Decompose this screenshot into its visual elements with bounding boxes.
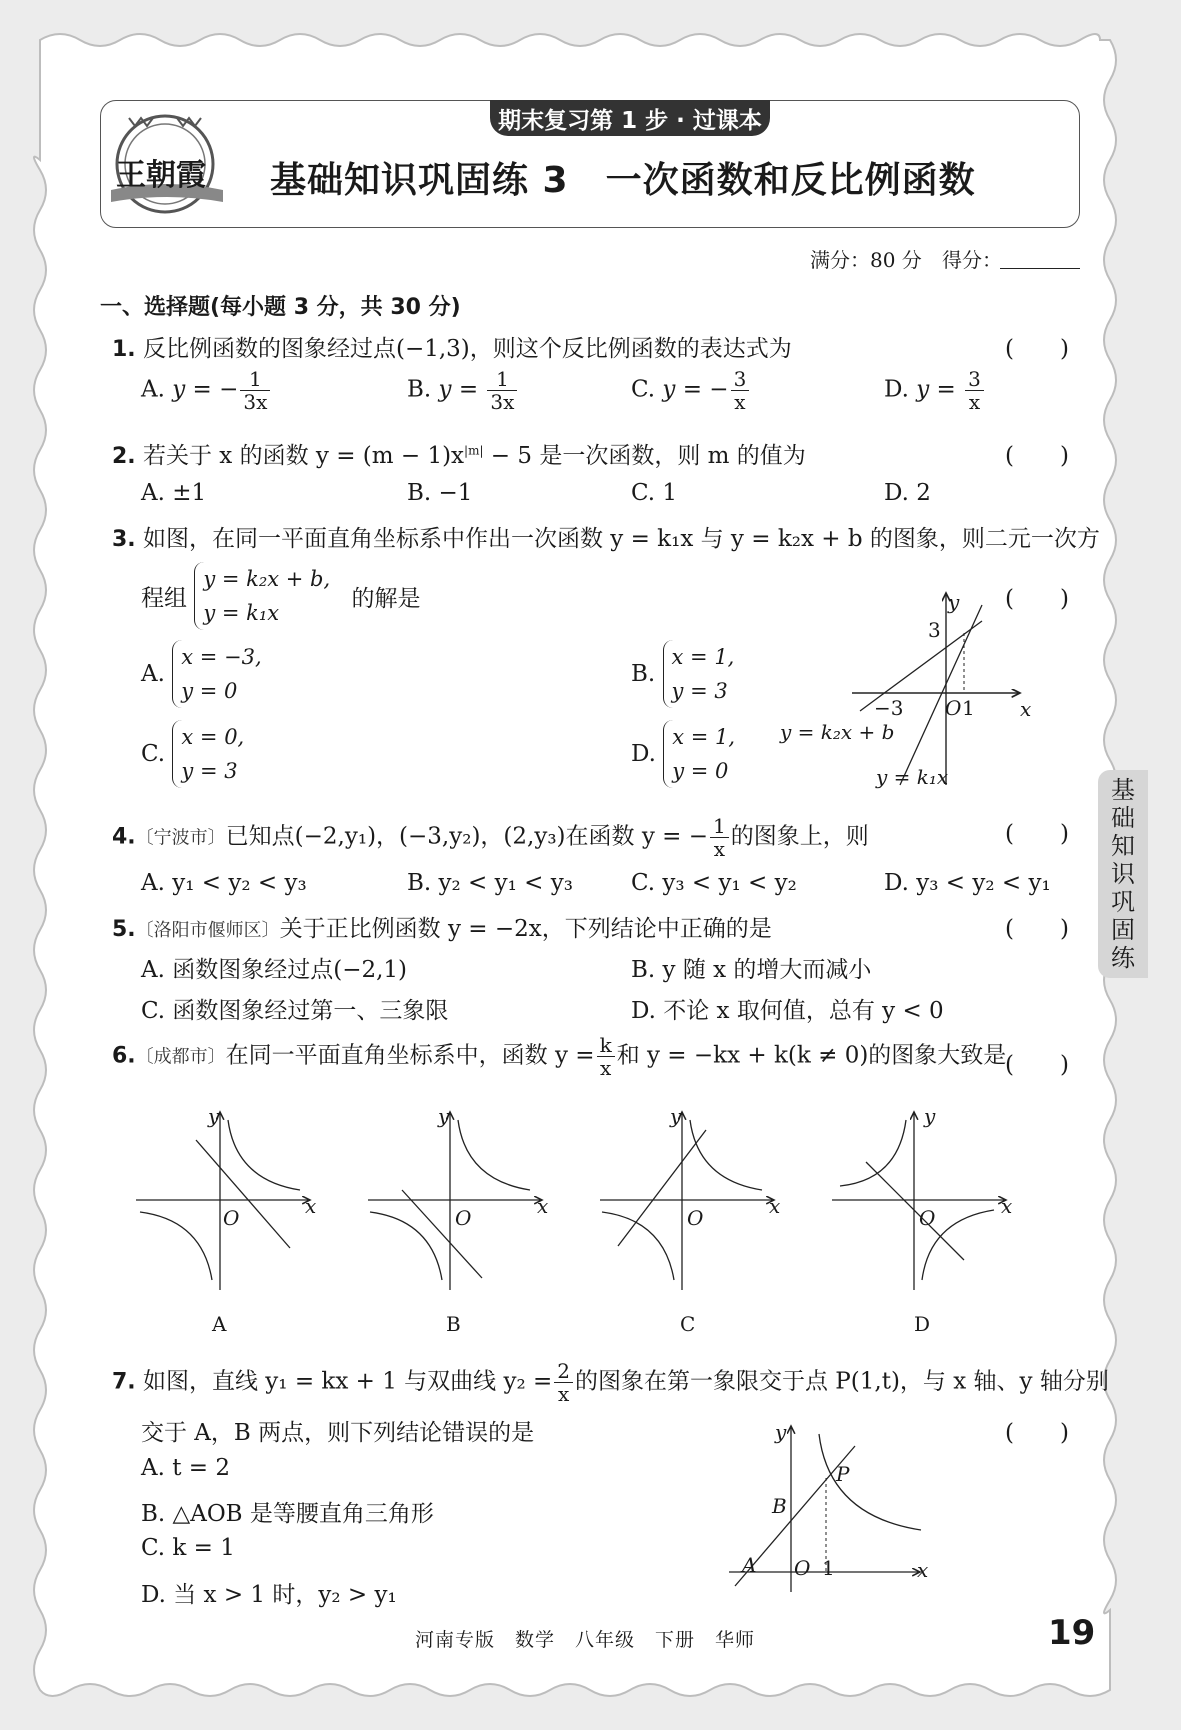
section-heading: 一、选择题(每小题 3 分，共 30 分) <box>100 295 461 320</box>
q1-stem: 反比例函数的图象经过点(−1,3)，则这个反比例函数的表达式为 <box>142 336 792 362</box>
q4-option-a[interactable]: A. y₁ < y₂ < y₃ <box>141 870 307 896</box>
q3-option-c[interactable]: C. x = 0, y = 3 <box>141 720 244 788</box>
q5-tag: 〔洛阳市偃师区〕 <box>135 920 280 941</box>
q2-answer-paren[interactable]: ( ) <box>1005 443 1069 469</box>
q3-option-a[interactable]: A. x = −3, y = 0 <box>141 640 262 708</box>
q2-option-a[interactable]: A. ±1 <box>141 480 207 506</box>
question-2: 2. 若关于 x 的函数 $y = (m - 1)x^{|m|} - 5$ 是一次函数，则 m 的值为 <box>112 443 806 469</box>
q7-option-d[interactable]: D. 当 x > 1 时，y₂ > y₁ <box>141 1582 397 1608</box>
question-5: 5.〔洛阳市偃师区〕关于正比例函数 y = −2x，下列结论中正确的是 <box>112 916 772 942</box>
q7-answer-paren[interactable]: ( ) <box>1005 1420 1069 1446</box>
page-title: 基础知识巩固练 3 一次函数和反比例函数 <box>270 160 976 201</box>
q3-option-b[interactable]: B. x = 1, y = 3 <box>631 640 734 708</box>
q3-number: 3. <box>112 527 136 552</box>
q3-option-d[interactable]: D. x = 1, y = 0 <box>631 720 735 788</box>
q6-graph-c-label: C <box>680 1312 696 1336</box>
q6-graph-b-label: B <box>446 1312 461 1336</box>
score-blank[interactable] <box>1000 268 1080 269</box>
question-3: 3. 如图，在同一平面直角坐标系中作出一次函数 y = k₁x 与 y = k₂x + b 的图象，则二元一次方 <box>112 526 1100 552</box>
q5-option-b[interactable]: B. y 随 x 的增大而减小 <box>631 957 872 983</box>
q7-option-a[interactable]: A. t = 2 <box>141 1455 231 1481</box>
q2-number: 2. <box>112 444 136 469</box>
q5-answer-paren[interactable]: ( ) <box>1005 916 1069 942</box>
question-1 <box>112 330 792 363</box>
q3-fig-3: 3 <box>928 618 941 642</box>
question-6: 6.〔成都市〕在同一平面直角坐标系中，函数 y = $\frac{k}{x}$ 和 y = −kx + k(k ≠ 0)的图象大致是 <box>112 1033 1007 1080</box>
q6-graph-a[interactable] <box>130 1100 330 1300</box>
q3-fig-line1-label: y = k₁x <box>876 765 949 789</box>
q3-fig-1: 1 <box>962 696 975 720</box>
full-score: 满分：80 分 <box>810 248 922 272</box>
q1-option-d[interactable]: D. y = $\frac{3}{x}$ <box>884 368 986 413</box>
q7-stem-cont: 交于 A，B 两点，则下列结论错误的是 <box>141 1420 535 1446</box>
q1-option-a[interactable]: A. y = − $\frac{1}{3x}$ <box>141 368 272 413</box>
q3-answer-paren[interactable]: ( ) <box>1005 586 1069 612</box>
q7-option-b[interactable]: B. △AOB 是等腰直角三角形 <box>141 1501 434 1527</box>
q7-option-c[interactable]: C. k = 1 <box>141 1535 235 1561</box>
question-7: 7. 如图，直线 y₁ = kx + 1 与双曲线 y₂ = $\frac{2}{x}$ 的图象在第一象限交于点 P(1,t)，与 x 轴、y 轴分别 <box>112 1359 1109 1406</box>
q2-option-c[interactable]: C. 1 <box>631 480 678 506</box>
q1-answer-paren[interactable]: ( ) <box>1005 336 1069 362</box>
q3-fig-o: O <box>945 696 962 720</box>
q6-answer-paren[interactable]: ( ) <box>1005 1052 1069 1078</box>
q1-number: 1. <box>112 337 136 362</box>
page-number: 19 <box>1048 1613 1096 1653</box>
logo-text: 王朝霞 <box>116 158 206 193</box>
side-tab: 基 础 知 识 巩 固 练 <box>1098 770 1148 978</box>
q1-option-c[interactable]: C. y = − $\frac{3}{x}$ <box>631 368 751 413</box>
q6-graph-a-label: A <box>212 1312 227 1336</box>
q5-option-d[interactable]: D. 不论 x 取何值，总有 y < 0 <box>631 998 944 1024</box>
q2-option-d[interactable]: D. 2 <box>884 480 931 506</box>
q7-figure <box>725 1420 945 1600</box>
q5-option-a[interactable]: A. 函数图象经过点(−2,1) <box>141 957 408 983</box>
q3-system: 程组 y = k₂x + b, y = k₁x 的解是 <box>141 562 421 630</box>
page: 王朝霞 期末复习第 1 步 · 过课本 基础知识巩固练 3 一次函数和反比例函数 满分：80 分 得分： 一、选择题(每小题 3 分，共 30 分) 1. 反比例函数的图象经过点(−1,3)，则这个反比例函数的表达式为 ( ) A. y = − $\frac{1}{3x}$ B. y = $\frac{1}{3x}$ C. y = − $\frac{3}{x}$ D. y = $\frac{3}{x}$ 2. 若关于 x 的函数 $y = (m - 1)x^{|m|} - 5$ 是一次函数，则 m 的值为 ( ) A. ±1 B. −1 C. 1 D. 2 3. 如图，在同一平面直角坐标系中作出一次函数 y = k₁x 与 y = k₂x + b 的图象，则二元一次方 程组 y = k₂x + b, y = k₁x 的解是 ( ) A. x = −3, y = 0 B. x = 1, y = 3 C. x = 0, y = 3 D. x = 1, y = 0 y x 3 −3 O 1 y = k₂x + b y = k₁x 4.〔宁波市〕已知点(−2,y₁)，(−3,y₂)，(2,y₃)在函数 y = − $\frac{1}{x}$ 的图象上，则 ( ) A. y₁ < y₂ < y₃ B. y₂ < y₁ < y₃ C. y₃ < y₁ < y₂ D. y₃ < y₂ < y₁ 5.〔洛阳市偃师区〕关于正比例函数 y = −2x，下列结论中正确的是 ( ) A. 函数图象经过点(−2,1) B. y 随 x 的增大而减小 C. 函数图象经过第一、三象限 D. 不论 x 取何值，总有 y < 0 6.〔成都市〕在同一平面直角坐标系中，函数 y = $\frac{k}{x}$ 和 y = −kx + k(k ≠ 0)的图象大致是 ( ) y x O A y x O B y x O C y x O D 7. 如图，直线 y₁ = kx + 1 与双曲线 y₂ = $\frac{2}{x}$ 的图象在第一象限交于点 P(1,t)，与 x 轴、y 轴分别 交于 A，B 两点，则下列结论错误的是 ( ) A. t = 2 B. △AOB 是等腰直角三角形 C. k = 1 D. 当 x > 1 时，y₂ > y₁ y x O 1 P B A 基 础 知 识 巩 固 练 河南专版 数学 八年级 下册 华师 19 <box>0 0 1181 1730</box>
q6-graph-d[interactable] <box>826 1100 1026 1300</box>
q4-option-c[interactable]: C. y₃ < y₁ < y₂ <box>631 870 797 896</box>
q4-tag: 〔宁波市〕 <box>135 827 226 849</box>
q2-option-b[interactable]: B. −1 <box>407 480 473 506</box>
q6-graph-c[interactable] <box>594 1100 794 1300</box>
q3-fig-y: y <box>948 590 960 614</box>
q3-line-k1 <box>900 605 982 785</box>
q6-tag: 〔成都市〕 <box>135 1046 226 1068</box>
q4-option-d[interactable]: D. y₃ < y₂ < y₁ <box>884 870 1051 896</box>
q6-graph-b[interactable] <box>362 1100 562 1300</box>
q3-fig-line2-label: y = k₂x + b <box>780 720 895 744</box>
step-tag: 期末复习第 1 步 · 过课本 <box>490 100 770 136</box>
q1-option-b[interactable]: B. y = $\frac{1}{3x}$ <box>407 368 519 413</box>
q5-option-c[interactable]: C. 函数图象经过第一、三象限 <box>141 998 449 1024</box>
q3-figure <box>770 585 1040 795</box>
q3-fig-x: x <box>1020 697 1032 721</box>
q6-graph-d-label: D <box>914 1312 931 1336</box>
footer-text: 河南专版 数学 八年级 下册 华师 <box>415 1629 756 1651</box>
q4-option-b[interactable]: B. y₂ < y₁ < y₃ <box>407 870 573 896</box>
q3-fig-neg3: −3 <box>874 696 904 720</box>
score-label: 得分： <box>942 248 1002 272</box>
q4-answer-paren[interactable]: ( ) <box>1005 821 1069 847</box>
question-4: 4.〔宁波市〕已知点(−2,y₁)，(−3,y₂)，(2,y₃)在函数 y = − $\frac{1}{x}$ 的图象上，则 <box>112 814 869 861</box>
